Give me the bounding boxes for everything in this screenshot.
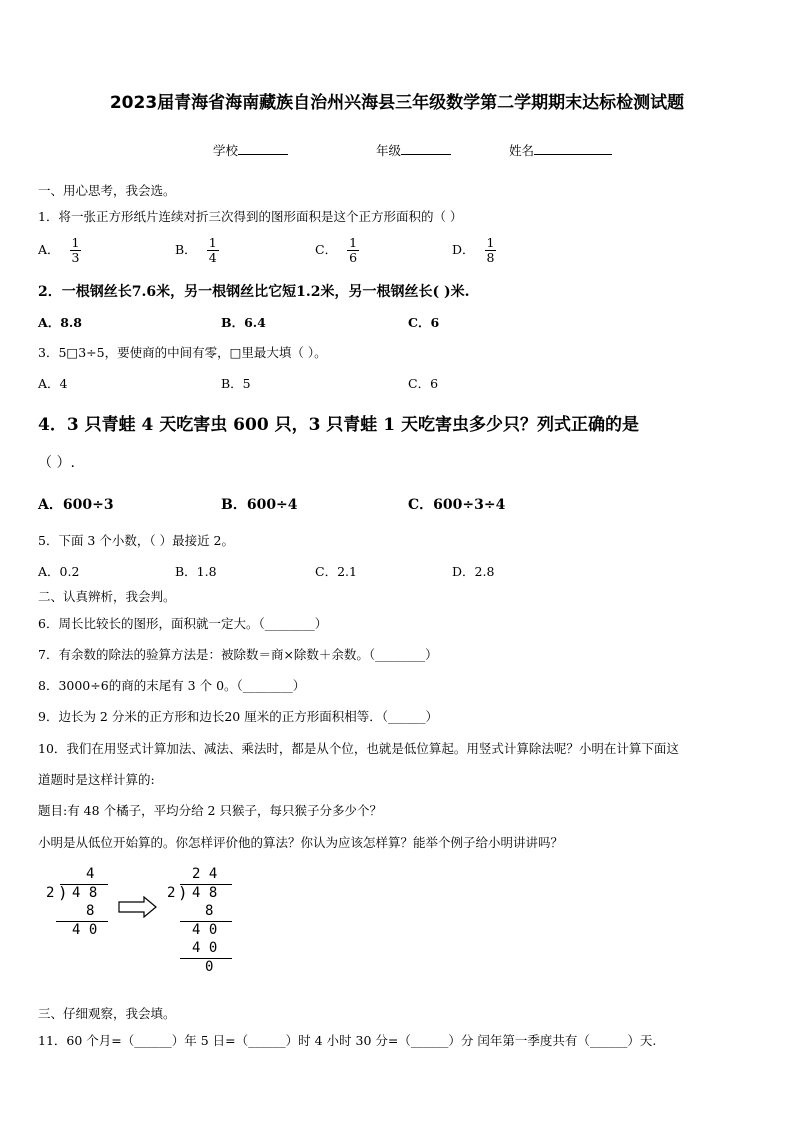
numerator: 1 <box>71 235 80 250</box>
question-4: 4．3 只青蛙 4 天吃害虫 600 只，3 只青蛙 1 天吃害虫多少只？列式正确的是 <box>38 415 639 435</box>
question-5: 5．下面 3 个小数，（ ）最接近 2。 <box>38 533 235 548</box>
q5-option-d[interactable]: D．2.8 <box>452 564 495 579</box>
question-11: 11．60 个月=（______）年 5 日=（______）时 4 小时 30 分=（______）分 闰年第一季度共有（______）天. <box>38 1033 657 1048</box>
school-blank[interactable] <box>238 154 288 155</box>
left-subtrahend: 8 <box>86 903 95 919</box>
numerator: 1 <box>349 235 358 250</box>
name-field <box>509 141 612 159</box>
right-subtrahend-1: 8 <box>205 903 214 919</box>
denominator: 4 <box>208 250 217 265</box>
q2-option-c[interactable]: C．6 <box>408 315 440 330</box>
numerator: 1 <box>208 235 217 250</box>
question-7: 7．有余数的除法的验算方法是：被除数＝商×除数＋余数。（________） <box>38 647 438 662</box>
fraction <box>70 236 82 265</box>
denominator: 3 <box>71 250 80 265</box>
left-remainder: 4 0 <box>72 922 98 938</box>
question-6: 6．周长比较长的图形，面积就一定大。（________） <box>38 616 328 631</box>
left-dividend: 4 8 <box>72 885 98 901</box>
right-quotient: 2 4 <box>192 866 218 882</box>
left-divisor: 2 <box>46 885 55 901</box>
school-label: 学校 <box>213 143 239 158</box>
option-label: D． <box>452 242 475 257</box>
right-dividend: 4 8 <box>192 885 218 901</box>
fraction <box>207 236 219 265</box>
grade-field <box>376 141 451 159</box>
question-2: 2．一根钢丝长7.6米，另一根钢丝比它短1.2米，另一根钢丝长( )米. <box>38 284 470 300</box>
right-bracket: ) <box>178 883 188 902</box>
question-10-line-1: 10．我们在用竖式计算加法、减法、乘法时，都是从个位，也就是低位算起。用竖式计算除法呢？小明在计算下面这 <box>38 741 679 756</box>
fraction <box>347 236 359 265</box>
q1-option-d[interactable] <box>452 236 496 265</box>
question-10-line-2: 道题时是这样计算的: <box>38 772 155 787</box>
q3-option-c[interactable]: C．6 <box>408 376 439 391</box>
grade-label: 年级 <box>376 143 402 158</box>
name-label: 姓名 <box>509 143 535 158</box>
option-label: C． <box>315 242 338 257</box>
q4-option-c[interactable]: C．600÷3÷4 <box>408 497 506 513</box>
q5-option-b[interactable]: B．1.8 <box>175 564 217 579</box>
left-bracket: ) <box>58 883 68 902</box>
fraction <box>485 236 497 265</box>
q3-option-b[interactable]: B．5 <box>221 376 251 391</box>
page-title: 2023届青海省海南藏族自治州兴海县三年级数学第二学期期末达标检测试题 <box>109 93 685 113</box>
question-8: 8．3000÷6的商的末尾有 3 个 0。（________） <box>38 678 306 693</box>
section-2-heading: 二、认真辨析，我会判。 <box>38 589 176 604</box>
denominator: 6 <box>349 250 358 265</box>
option-label: B． <box>175 242 197 257</box>
q4-option-a[interactable]: A．600÷3 <box>38 497 114 513</box>
q1-option-a[interactable] <box>38 236 81 265</box>
school-field <box>213 141 288 159</box>
numerator: 1 <box>486 235 495 250</box>
question-9: 9．边长为 2 分米的正方形和边长20 厘米的正方形面积相等．（______） <box>38 709 438 724</box>
right-divisor: 2 <box>167 885 176 901</box>
name-blank[interactable] <box>534 154 612 155</box>
q1-option-b[interactable] <box>175 236 219 265</box>
option-label: A． <box>38 242 60 257</box>
right-remainder-1: 4 0 <box>192 922 218 938</box>
q5-option-a[interactable]: A．0.2 <box>38 564 80 579</box>
question-1: 1．将一张正方形纸片连续对折三次得到的图形面积是这个正方形面积的（ ） <box>38 209 463 224</box>
grade-blank[interactable] <box>401 154 451 155</box>
q2-option-b[interactable]: B．6.4 <box>221 315 266 330</box>
q4-option-b[interactable]: B．600÷4 <box>221 497 298 513</box>
question-4-blank: （ ）. <box>38 455 75 471</box>
q3-option-a[interactable]: A．4 <box>38 376 68 391</box>
question-3: 3．5□3÷5，要使商的中间有零，□里最大填（ ）。 <box>38 345 327 360</box>
q2-option-a[interactable]: A．8.8 <box>38 315 82 330</box>
right-remainder-2: 0 <box>205 959 214 975</box>
section-3-heading: 三、仔细观察，我会填。 <box>38 1006 176 1021</box>
denominator: 8 <box>486 250 495 265</box>
right-arrow-icon <box>118 896 158 918</box>
section-1-heading: 一、用心思考，我会选。 <box>38 183 176 198</box>
q1-option-c[interactable] <box>315 236 359 265</box>
question-10-line-4: 小明是从低位开始算的。你怎样评价他的算法？你认为应该怎样算？能举个例子给小明讲讲吗？ <box>38 835 564 850</box>
right-subtrahend-2: 4 0 <box>192 940 218 956</box>
q5-option-c[interactable]: C．2.1 <box>315 564 357 579</box>
question-10-line-3: 题目:有 48 个橘子，平均分给 2 只猴子，每只猴子分多少个？ <box>38 803 382 818</box>
left-quotient: 4 <box>86 866 95 882</box>
